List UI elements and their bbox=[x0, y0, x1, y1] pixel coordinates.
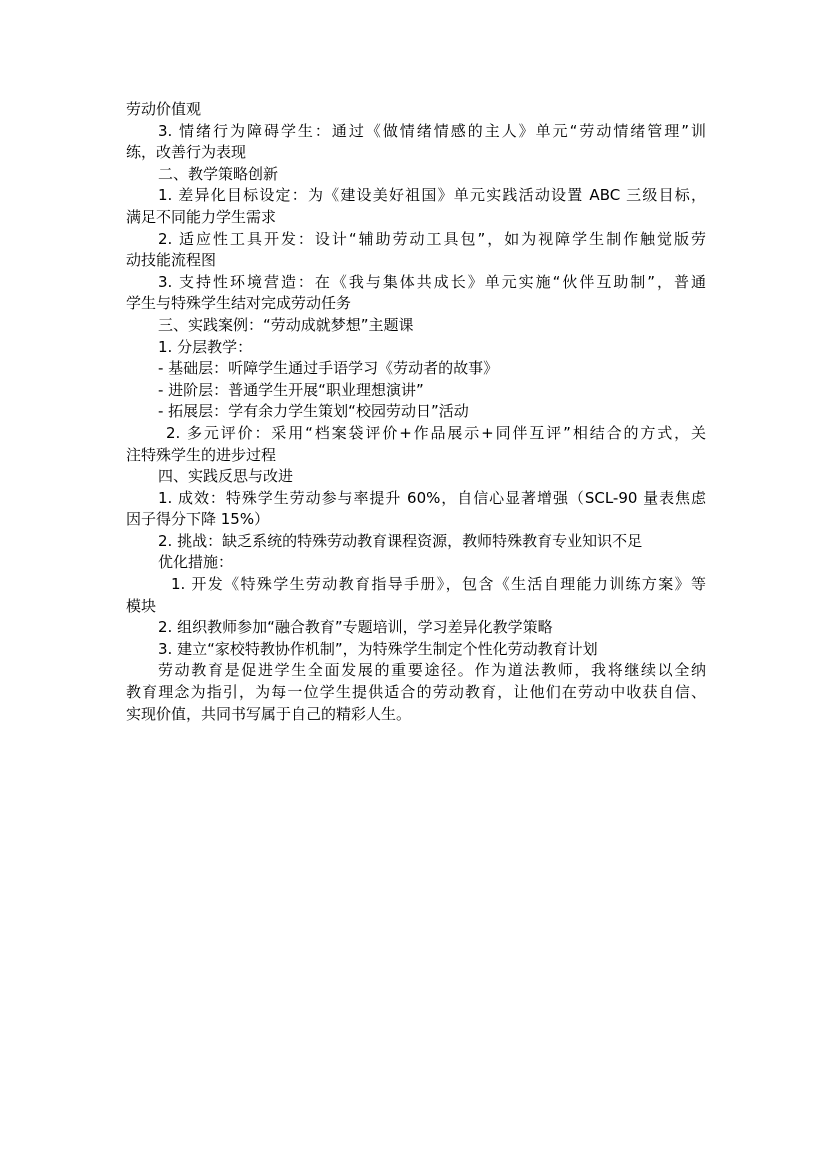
text-line: 练，改善行为表现 bbox=[126, 143, 247, 162]
text-line: 2. 多元评价：采用“档案袋评价+作品展示+同伴互评”相结合的方式，关 bbox=[166, 423, 706, 442]
document-body bbox=[126, 99, 706, 725]
text-line: - 拓展层：学有余力学生策划“校园劳动日”活动 bbox=[158, 402, 469, 421]
text-line: 二、教学策略创新 bbox=[158, 164, 279, 183]
text-line: 劳动教育是促进学生全面发展的重要途径。作为道法教师，我将继续以全纳 bbox=[158, 661, 706, 680]
text-line: 三、实践案例：“劳动成就梦想”主题课 bbox=[158, 315, 414, 334]
text-line: - 进阶层：普通学生开展“职业理想演讲” bbox=[158, 380, 424, 399]
text-line: 3. 支持性环境营造：在《我与集体共成长》单元实施“伙伴互助制”，普通 bbox=[158, 272, 706, 291]
text-line: 模块 bbox=[126, 596, 157, 615]
text-line: 3. 建立“家校特教协作机制”，为特殊学生制定个性化劳动教育计划 bbox=[158, 639, 598, 658]
text-line: 因子得分下降 15%） bbox=[126, 510, 270, 529]
text-line: 3. 情绪行为障碍学生：通过《做情绪情感的主人》单元“劳动情绪管理”训 bbox=[158, 121, 706, 140]
text-line: 2. 组织教师参加“融合教育”专题培训，学习差异化教学策略 bbox=[158, 618, 553, 637]
text-line: 1. 分层教学： bbox=[158, 337, 253, 356]
text-line: 2. 挑战：缺乏系统的特殊劳动教育课程资源，教师特殊教育专业知识不足 bbox=[158, 531, 643, 550]
text-line: 教育理念为指引，为每一位学生提供适合的劳动教育，让他们在劳动中收获自信、 bbox=[126, 683, 706, 702]
text-line: 满足不同能力学生需求 bbox=[126, 207, 277, 226]
text-line: 注特殊学生的进步过程 bbox=[126, 445, 277, 464]
text-line: 1. 差异化目标设定：为《建设美好祖国》单元实践活动设置 ABC 三级目标， bbox=[158, 186, 706, 205]
text-line: 学生与特殊学生结对完成劳动任务 bbox=[126, 294, 352, 313]
text-line: 1. 开发《特殊学生劳动教育指导手册》，包含《生活自理能力训练方案》等 bbox=[171, 575, 706, 594]
text-line: 1. 成效：特殊学生劳动参与率提升 60%，自信心显著增强（SCL-90 量表焦虑 bbox=[158, 488, 706, 507]
text-line: 2. 适应性工具开发：设计“辅助劳动工具包”，如为视障学生制作触觉版劳 bbox=[158, 229, 706, 248]
text-line: 优化措施： bbox=[158, 553, 234, 572]
text-line: 四、实践反思与改进 bbox=[158, 467, 294, 486]
text-line: 实现价值，共同书写属于自己的精彩人生。 bbox=[126, 704, 412, 723]
text-line: 劳动价值观 bbox=[126, 100, 202, 118]
text-line: 动技能流程图 bbox=[126, 251, 217, 270]
text-line: - 基础层：听障学生通过手语学习《劳动者的故事》 bbox=[158, 359, 499, 378]
